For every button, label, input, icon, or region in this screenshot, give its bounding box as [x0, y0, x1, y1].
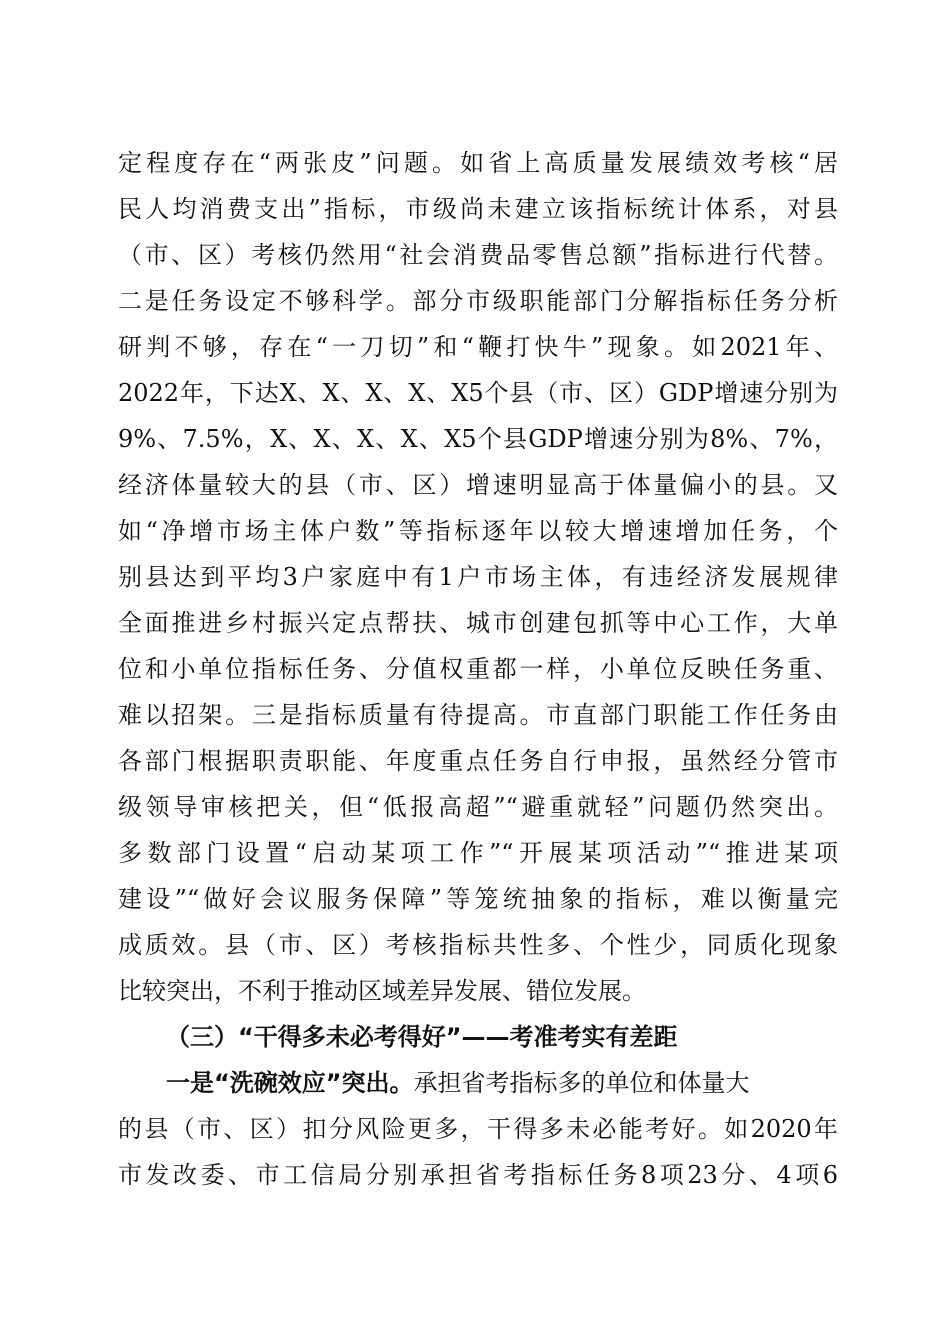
text-line: 经济体量较大的县（市、区）增速明显高于体量偏小的县。又	[118, 471, 838, 499]
text-line: 全面推进乡村振兴定点帮扶、城市创建包抓等中心工作，大单	[118, 609, 838, 637]
text-line: 多数部门设置“启动某项工作”“开展某项活动”“推进某项	[118, 839, 838, 867]
text-line: 的县（市、区）扣分风险更多，干得多未必能考好。如2020年	[118, 1115, 838, 1143]
text-line: 成质效。县（市、区）考核指标共性多、个性少，同质化现象	[118, 931, 838, 959]
paragraph-lead: 一是“洗碗效应”突出。	[166, 1069, 414, 1097]
text-line: 定程度存在“两张皮”问题。如省上高质量发展绩效考核“居	[118, 149, 838, 177]
text-line: 位和小单位指标任务、分值权重都一样，小单位反映任务重、	[118, 655, 838, 683]
text-line: 难以招架。三是指标质量有待提高。市直部门职能工作任务由	[118, 701, 838, 729]
text-line: 级领导审核把关，但“低报高超”“避重就轻”问题仍然突出。	[118, 793, 838, 821]
text-line: 市发改委、市工信局分别承担省考指标任务8项23分、4项6	[118, 1161, 838, 1189]
text-line: 二是任务设定不够科学。部分市级职能部门分解指标任务分析	[118, 287, 838, 315]
document-body	[118, 140, 838, 1198]
text-line: （市、区）考核仍然用“社会消费品零售总额”指标进行代替。	[118, 241, 838, 269]
text-line: 研判不够，存在“一刀切”和“鞭打快牛”现象。如2021年、	[118, 333, 838, 361]
text-line: 如“净增市场主体户数”等指标逐年以较大增速增加任务，个	[118, 517, 838, 545]
text-line	[118, 1060, 838, 1106]
text-line: 比较突出，不利于推动区域差异发展、错位发展。	[118, 977, 646, 1005]
text-line: 9%、7.5%，X、X、X、X、X5个县GDP增速分别为8%、7%，	[118, 425, 838, 453]
text-line: 2022年，下达X、X、X、X、X5个县（市、区）GDP增速分别为	[118, 379, 838, 407]
paragraph-text: 承担省考指标多的单位和体量大	[413, 1069, 750, 1097]
text-line: 别县达到平均3户家庭中有1户市场主体，有违经济发展规律	[118, 563, 838, 591]
text-line: 各部门根据职责职能、年度重点任务自行申报，虽然经分管市	[118, 747, 838, 775]
text-line: 建设”“做好会议服务保障”等笼统抽象的指标，难以衡量完	[118, 885, 838, 913]
section-heading: （三）“干得多未必考得好”——考准考实有差距	[166, 1023, 678, 1051]
text-line: 民人均消费支出”指标，市级尚未建立该指标统计体系，对县	[118, 195, 838, 223]
